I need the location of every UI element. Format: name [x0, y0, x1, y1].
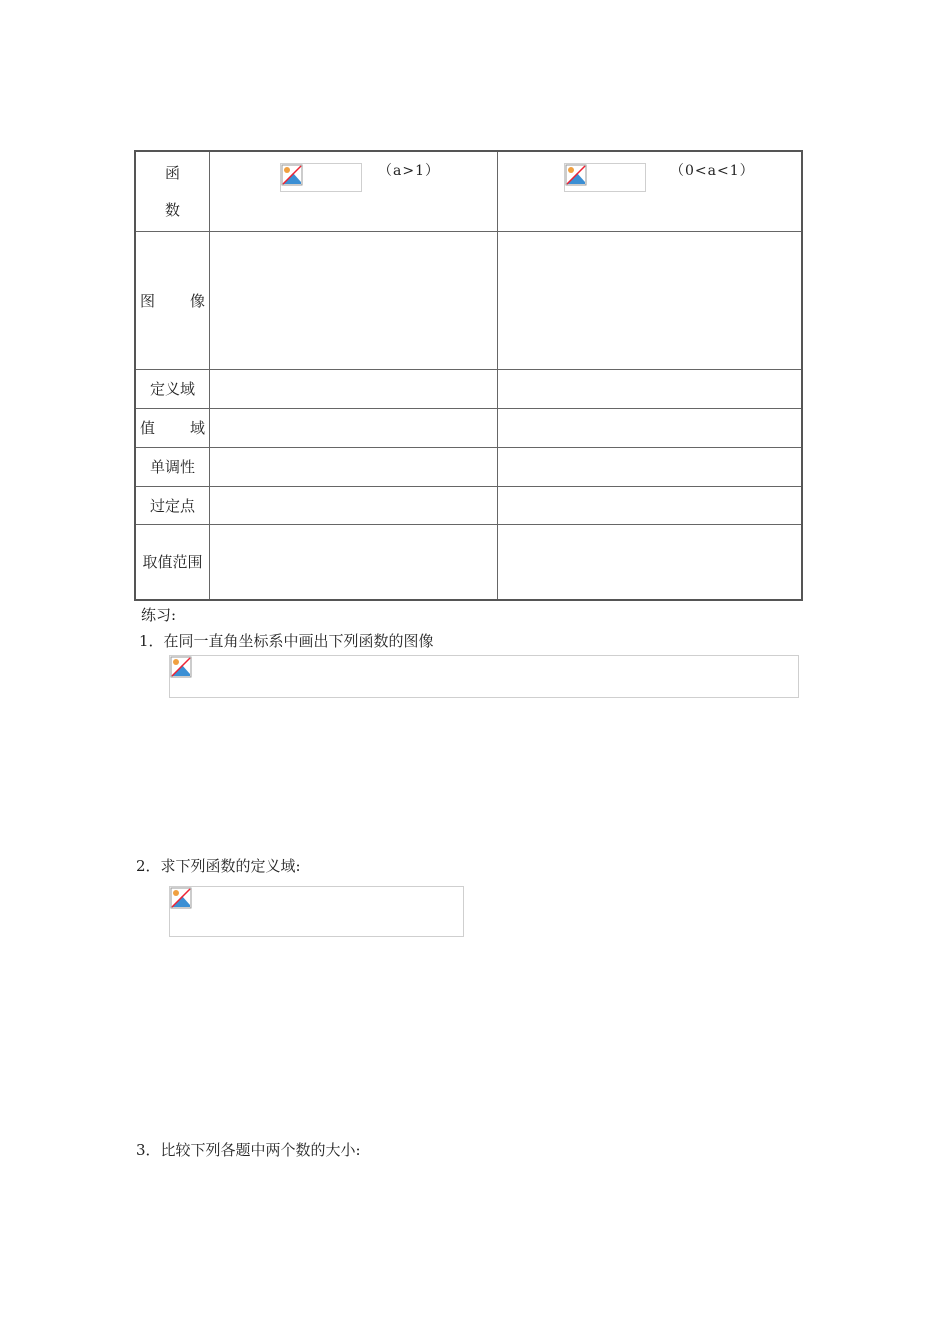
table-row-value-range	[135, 524, 802, 600]
row-label-fixed-point: 过定点	[135, 486, 210, 524]
value-range-cell-a-between-0-1	[498, 524, 803, 600]
table-row-graph	[135, 231, 802, 369]
fixed-point-cell-a-between-0-1	[498, 486, 803, 524]
row-label-graph	[135, 231, 210, 369]
broken-image-icon	[170, 656, 192, 678]
row-label-range-char-2: 域	[189, 419, 205, 437]
formula-image-placeholder	[280, 163, 362, 192]
graph-cell-a-between-0-1	[498, 231, 803, 369]
question-1-image-placeholder	[169, 655, 799, 698]
header-label-char-1: 函	[164, 164, 180, 183]
question-3: 3．比较下列各题中两个数的大小:	[136, 1141, 361, 1159]
domain-cell-a-gt-1	[210, 369, 498, 408]
range-cell-a-gt-1	[210, 408, 498, 447]
table-row-fixed-point	[135, 486, 802, 524]
exercises-title: 练习:	[141, 606, 177, 624]
domain-cell-a-between-0-1	[498, 369, 803, 408]
row-label-value-range: 取值范围	[135, 524, 210, 600]
condition-a-between-0-1: （0<a<1）	[670, 163, 755, 179]
table-header-row	[135, 151, 802, 231]
formula-image-placeholder	[564, 163, 646, 192]
table-row-monotonicity	[135, 447, 802, 486]
range-cell-a-between-0-1	[498, 408, 803, 447]
header-label-cell	[135, 151, 210, 231]
header-col-a-between-0-1	[498, 151, 803, 231]
monotonicity-cell-a-between-0-1	[498, 447, 803, 486]
function-property-table	[134, 150, 803, 601]
question-1: 1．在同一直角坐标系中画出下列函数的图像	[139, 632, 434, 650]
header-label-char-2: 数	[164, 201, 180, 220]
row-label-monotonicity: 单调性	[135, 447, 210, 486]
row-label-graph-char-2: 像	[189, 291, 205, 310]
value-range-cell-a-gt-1	[210, 524, 498, 600]
table-row-domain	[135, 369, 802, 408]
row-label-graph-char-1: 图	[140, 291, 156, 310]
broken-image-icon	[281, 164, 303, 186]
fixed-point-cell-a-gt-1	[210, 486, 498, 524]
question-2-image-placeholder	[169, 886, 464, 937]
monotonicity-cell-a-gt-1	[210, 447, 498, 486]
row-label-domain: 定义域	[135, 369, 210, 408]
graph-cell-a-gt-1	[210, 231, 498, 369]
header-col-a-gt-1	[210, 151, 498, 231]
condition-a-gt-1: （a>1）	[378, 163, 440, 179]
broken-image-icon	[170, 887, 192, 909]
row-label-range-char-1: 值	[140, 419, 156, 437]
broken-image-icon	[565, 164, 587, 186]
table-row-range	[135, 408, 802, 447]
row-label-range	[135, 408, 210, 447]
question-2: 2．求下列函数的定义域:	[136, 857, 301, 875]
